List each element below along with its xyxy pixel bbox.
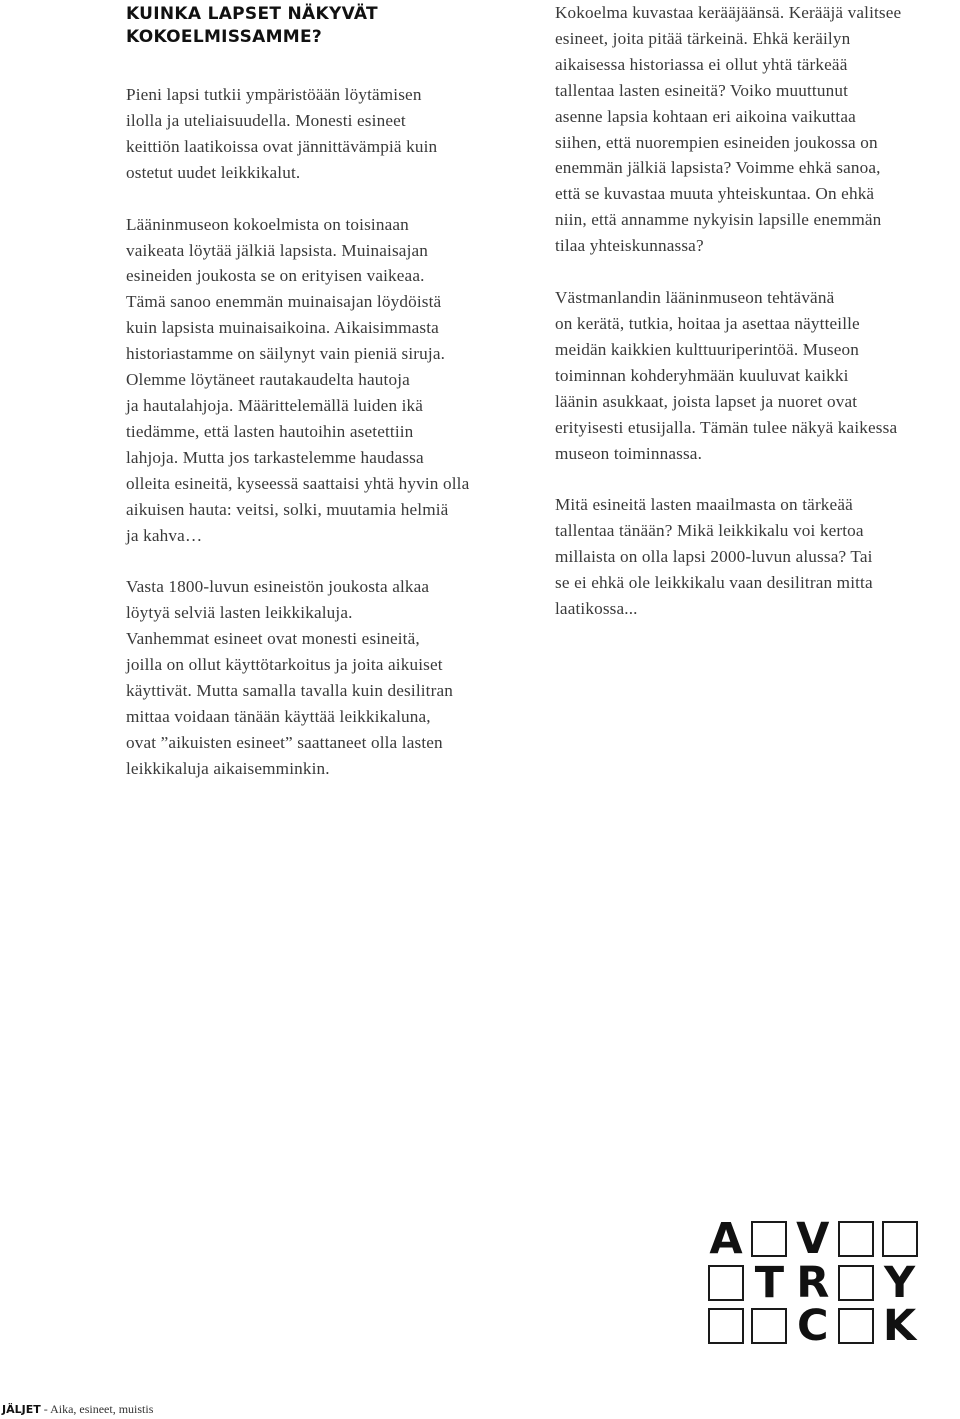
text-line: niin, että annamme nykyisin lapsille enemmän [555,210,882,230]
left-column [126,0,541,782]
text-line: esineet, joita pitää tärkeinä. Ehkä keräilyn [555,28,851,48]
paragraph-intro [126,82,541,186]
text-line: keittiön laatikoissa ovat jännittävämpiä kuin [126,136,438,156]
text-line: museon toiminnassa. [555,443,703,463]
text-line: Tämä sanoo enemmän muinaisajan löydöistä [126,292,442,312]
text-line: millaista on olla lapsi 2000-luvun alussa? Tai [555,547,873,567]
logo-letter: Y [884,1257,916,1308]
text-line: Lääninmuseon kokoelmista on toisinaan [126,214,409,234]
text-line: Mitä esineitä lasten maailmasta on tärkeää [555,495,853,515]
text-line: löytyä selviä lasten leikkikaluja. [126,603,353,623]
page-footer [2,1402,153,1417]
text-line: Vasta 1800-luvun esineistön joukosta alkaa [126,577,430,597]
text-line: vaikeata löytää jälkiä lapsista. Muinaisajan [126,240,429,260]
footer-text: - Aika, esineet, muistis [40,1402,154,1416]
text-line: Olemme löytäneet rautakaudelta hautoja [126,370,410,390]
logo-letter: K [882,1301,917,1351]
logo-empty-box [838,1221,874,1257]
text-line: läänin asukkaat, joista lapset ja nuoret ovat [555,391,858,411]
text-line: esineiden joukosta se on erityisen vaikeaa. [126,266,425,286]
logo-letter: C [797,1301,829,1351]
text-line: tilaa yhteiskunnassa? [555,236,704,256]
logo-empty-box [708,1265,744,1301]
text-line: lahjoja. Mutta jos tarkastelemme haudassa [126,447,424,467]
logo-empty-box [751,1221,787,1257]
logo-letter: R [796,1257,830,1308]
text-line: tallentaa lasten esineitä? Voiko muuttunut [555,80,849,100]
text-line: laatikossa... [555,599,638,619]
text-line: ilolla ja uteliaisuudella. Monesti esineet [126,110,406,130]
text-line: ovat ”aikuisten esineet” saattaneet olla lasten [126,732,443,752]
text-line: enemmän jälkiä lapsista? Voimme ehkä sanoa, [555,158,881,178]
avtryck-logo [708,1214,959,1351]
paragraph-museum-mission [555,285,957,466]
text-line: käyttivät. Mutta samalla tavalla kuin desilitran [126,681,453,701]
text-line: tiedämme, että lasten hautoihin asetettiin [126,421,414,441]
text-line: erityisesti etusijalla. Tämän tulee näkyä kaikessa [555,417,898,437]
logo-empty-box [838,1308,874,1344]
text-line: historiastamme on säilynyt vain pieniä siruja. [126,344,446,364]
paragraph-museum-collections [126,212,541,549]
text-line: asenne lapsia kohtaan eri aikoina vaikuttaa [555,106,856,126]
footer-brand: JÄLJET [2,1403,41,1416]
text-line: Vanhemmat esineet ovat monesti esineitä, [126,629,420,649]
text-line: joilla on ollut käyttötarkoitus ja joita aikuiset [126,655,443,675]
text-line: meidän kaikkien kulttuuriperintöä. Museon [555,339,860,359]
text-line: Kokoelma kuvastaa kerääjäänsä. Kerääjä valitsee [555,3,902,22]
text-line: tallentaa tänään? Mikä leikkikalu voi kertoa [555,521,864,541]
text-line: ostetut uudet leikkikalut. [126,162,301,182]
section-heading: KUINKA LAPSET NÄKYVÄT KOKOELMISSAMME? [126,4,378,47]
text-line: mittaa voidaan tänään käyttää leikkikaluna, [126,706,431,726]
text-line: ja hautalahjoja. Määrittelemällä luiden ikä [126,395,424,415]
paragraph-questions [555,492,957,622]
text-line: että se kuvastaa muuta yhteiskuntaa. On ehkä [555,184,875,204]
logo-letter: V [796,1214,830,1264]
text-line: aikaisessa historiassa ei ollut yhtä tärkeää [555,54,848,74]
text-line: aikuisen hauta: veitsi, solki, muutamia helmiä [126,499,449,519]
text-line: Västmanlandin lääninmuseon tehtävänä [555,288,835,308]
text-line: Pieni lapsi tutkii ympäristöään löytämisen [126,85,422,104]
logo-empty-box [838,1265,874,1301]
text-line: se ei ehkä ole leikkikalu vaan desilitran mitta [555,573,873,593]
text-line: kuin lapsista muinaisaikoina. Aikaisimmasta [126,318,439,338]
paragraph-1800s-toys [126,574,541,781]
text-line: siihen, että nuorempien esineiden joukossa on [555,132,878,152]
logo-letter: A [709,1214,743,1264]
paragraph-collection-reflects [555,0,957,259]
text-line: olleita esineitä, kyseessä saattaisi yhtä hyvin olla [126,473,470,493]
text-line: leikkikaluja aikaisemminkin. [126,758,330,778]
logo-empty-box [751,1308,787,1344]
logo-letter: T [754,1257,785,1308]
text-line: toiminnan kohderyhmään kuuluvat kaikki [555,365,849,385]
text-line: on kerätä, tutkia, hoitaa ja asettaa näytteille [555,313,860,333]
right-column [555,0,957,622]
logo-empty-box [708,1308,744,1344]
text-line: ja kahva… [126,525,203,545]
logo-empty-box [882,1221,918,1257]
